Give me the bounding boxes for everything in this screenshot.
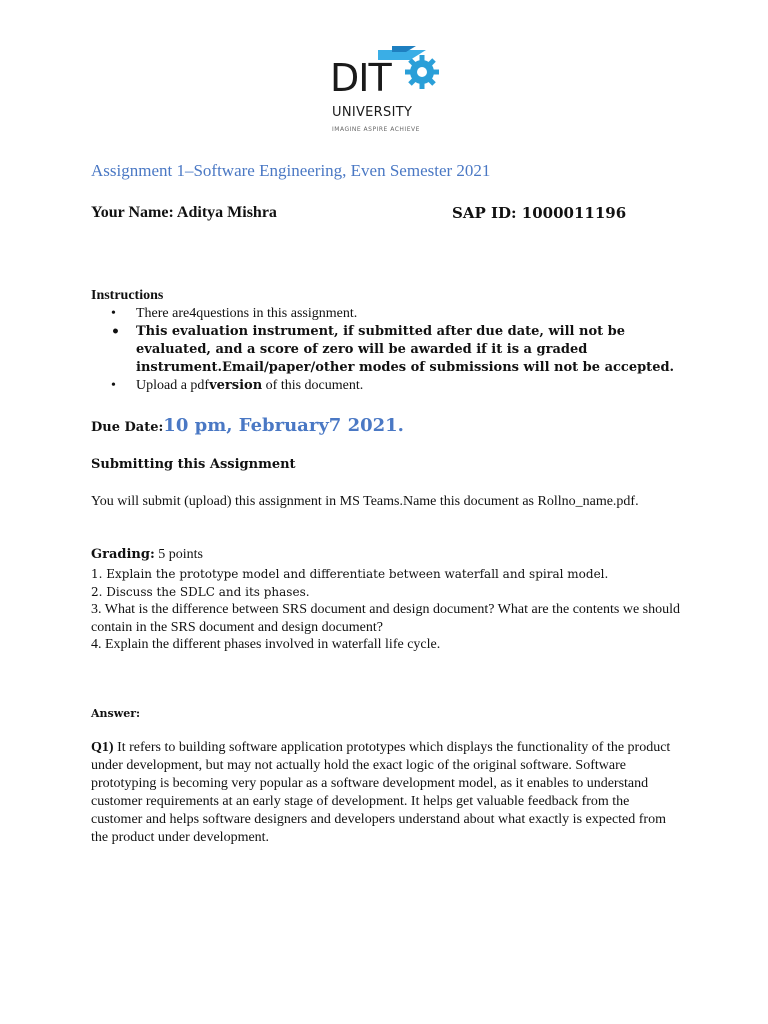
due-date-label: Due Date: [91,420,164,435]
instructions-list [91,305,681,395]
bullet-icon: • [111,324,120,340]
due-date-value: 10 pm, February7 2021. [163,415,404,436]
student-name: Your Name: Aditya Mishra [91,204,277,221]
logo-tagline: IMAGINE ASPIRE ACHIEVE [332,126,420,133]
student-info [91,204,691,226]
instruction-text: Upload a pdf [136,378,210,393]
list-item [91,377,681,395]
university-logo [330,46,442,142]
question-item: 1. Explain the prototype model and differentiate between waterfall and spiral model. [91,567,609,581]
logo-brand: DIT [330,56,391,100]
bullet-icon: • [111,306,116,321]
answer-paragraph [91,739,679,847]
list-item [91,323,681,377]
instruction-bold: version [209,378,263,393]
grading-line [91,547,203,563]
answer-text: It refers to building software application prototypes which displays the functionality of the product under development, but may not actually hold the exact logic of the original software. Software prototyping is becoming very popular as a software development model, as it enables to understand customer requirements at an early stage of development. It helps get valuable feedback from the customer and helps software designers and developers understand about what exactly is expected from the product under development. [91,740,671,845]
submitting-text: You will submit (upload) this assignment in MS Teams.Name this document as Rollno_name.pdf. [91,494,639,509]
answer-label: Q1) [91,740,114,755]
question-item: 4. Explain the different phases involved in waterfall life cycle. [91,637,441,652]
list-item [91,305,681,323]
grading-value: 5 points [154,547,203,562]
answer-heading: Answer: [91,707,141,720]
bullet-icon: • [111,378,116,393]
question-item: 3. What is the difference between SRS document and design document? What are the contents we should contain in the SRS document and design document? [91,602,681,635]
assignment-title: Assignment 1–Software Engineering, Even Semester 2021 [91,161,491,180]
grading-label: Grading: [91,547,155,562]
instruction-text: of this document. [262,378,364,393]
instruction-text: There are4questions in this assignment. [136,306,358,321]
due-date [91,415,404,436]
sap-id: SAP ID: 1000011196 [452,204,627,222]
logo-subtitle: UNIVERSITY [332,105,413,120]
instruction-text: This evaluation instrument, if submitted after due date, will not be evaluated, and a score of zero will be awarded if it is a graded instrument.Email/paper/other modes of submissions will not be accepted. [136,324,675,375]
submitting-heading: Submitting this Assignment [91,457,296,472]
question-item: 2. Discuss the SDLC and its phases. [91,584,310,599]
instructions-heading: Instructions [91,288,164,303]
question-list [91,566,681,654]
